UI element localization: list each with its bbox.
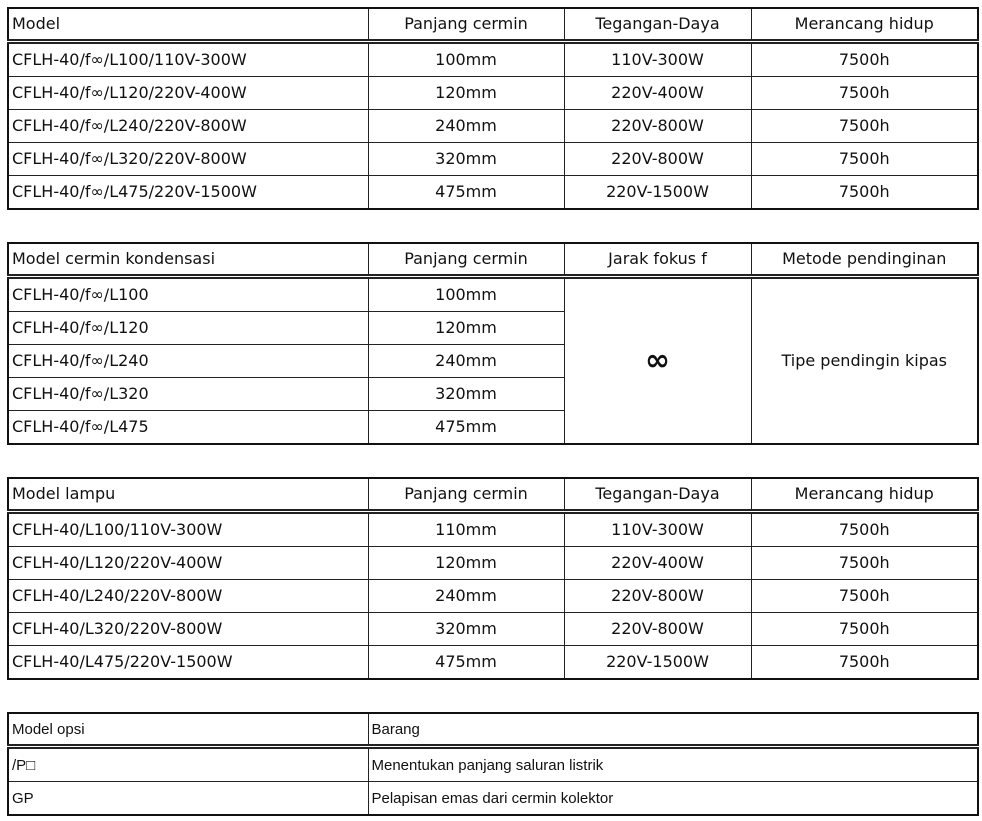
cell-design-life: 7500h xyxy=(751,512,978,547)
cell-mirror-model: CFLH-40/f∞/L100 xyxy=(8,277,368,312)
header-focal-distance: Jarak fokus f xyxy=(564,243,751,277)
table-row xyxy=(8,143,978,176)
table-row xyxy=(8,42,978,77)
cell-voltage-power: 220V-800W xyxy=(564,143,751,176)
cell-mirror-length: 240mm xyxy=(368,580,564,613)
cell-mirror-length: 320mm xyxy=(368,378,564,411)
cell-voltage-power: 220V-400W xyxy=(564,77,751,110)
header-item: Barang xyxy=(368,713,978,747)
cell-voltage-power: 220V-800W xyxy=(564,110,751,143)
option-table xyxy=(7,712,979,816)
header-design-life: Merancang hidup xyxy=(751,8,978,42)
cell-mirror-length: 475mm xyxy=(368,411,564,445)
cell-focal-distance xyxy=(564,277,751,445)
cell-model: CFLH-40/f∞/L100/110V-300W xyxy=(8,42,368,77)
cell-design-life: 7500h xyxy=(751,110,978,143)
header-mirror-model: Model cermin kondensasi xyxy=(8,243,368,277)
table-header-row xyxy=(8,713,978,747)
cell-cooling-method: Tipe pendingin kipas xyxy=(751,277,978,445)
table-row xyxy=(8,747,978,782)
cell-design-life: 7500h xyxy=(751,143,978,176)
cell-mirror-length: 475mm xyxy=(368,646,564,680)
cell-mirror-model: CFLH-40/f∞/L320 xyxy=(8,378,368,411)
cell-mirror-length: 100mm xyxy=(368,42,564,77)
table-row xyxy=(8,613,978,646)
cell-design-life: 7500h xyxy=(751,580,978,613)
cell-lamp-model: CFLH-40/L100/110V-300W xyxy=(8,512,368,547)
cell-mirror-length: 120mm xyxy=(368,312,564,345)
cell-mirror-length: 475mm xyxy=(368,176,564,210)
cell-mirror-length: 240mm xyxy=(368,345,564,378)
model-spec-table xyxy=(7,7,979,210)
header-mirror-length: Panjang cermin xyxy=(368,243,564,277)
cell-mirror-length: 100mm xyxy=(368,277,564,312)
cell-voltage-power: 220V-800W xyxy=(564,613,751,646)
header-model: Model xyxy=(8,8,368,42)
header-voltage-power: Tegangan-Daya xyxy=(564,478,751,512)
cell-option-model: /P□ xyxy=(8,747,368,782)
cell-item: Pelapisan emas dari cermin kolektor xyxy=(368,782,978,816)
header-mirror-length: Panjang cermin xyxy=(368,478,564,512)
table-header-row xyxy=(8,243,978,277)
cell-design-life: 7500h xyxy=(751,547,978,580)
header-option-model: Model opsi xyxy=(8,713,368,747)
cell-voltage-power: 220V-1500W xyxy=(564,176,751,210)
cell-design-life: 7500h xyxy=(751,42,978,77)
infinity-symbol: ∞ xyxy=(645,343,670,378)
cell-model: CFLH-40/f∞/L240/220V-800W xyxy=(8,110,368,143)
table-row xyxy=(8,646,978,680)
table-row xyxy=(8,277,978,312)
cell-model: CFLH-40/f∞/L120/220V-400W xyxy=(8,77,368,110)
cell-lamp-model: CFLH-40/L475/220V-1500W xyxy=(8,646,368,680)
cell-mirror-length: 320mm xyxy=(368,613,564,646)
header-cooling-method: Metode pendinginan xyxy=(751,243,978,277)
table-row xyxy=(8,512,978,547)
cell-option-model: GP xyxy=(8,782,368,816)
table-header-row xyxy=(8,478,978,512)
cell-lamp-model: CFLH-40/L120/220V-400W xyxy=(8,547,368,580)
table-row xyxy=(8,110,978,143)
cell-mirror-model: CFLH-40/f∞/L475 xyxy=(8,411,368,445)
table-header-row xyxy=(8,8,978,42)
lamp-spec-table xyxy=(7,477,979,680)
cell-mirror-length: 120mm xyxy=(368,77,564,110)
header-voltage-power: Tegangan-Daya xyxy=(564,8,751,42)
cell-model: CFLH-40/f∞/L475/220V-1500W xyxy=(8,176,368,210)
cell-lamp-model: CFLH-40/L240/220V-800W xyxy=(8,580,368,613)
cell-voltage-power: 220V-800W xyxy=(564,580,751,613)
header-mirror-length: Panjang cermin xyxy=(368,8,564,42)
cell-design-life: 7500h xyxy=(751,77,978,110)
cell-voltage-power: 110V-300W xyxy=(564,512,751,547)
cell-voltage-power: 110V-300W xyxy=(564,42,751,77)
table-row xyxy=(8,547,978,580)
cell-mirror-model: CFLH-40/f∞/L120 xyxy=(8,312,368,345)
cell-mirror-length: 320mm xyxy=(368,143,564,176)
cell-mirror-model: CFLH-40/f∞/L240 xyxy=(8,345,368,378)
table-row xyxy=(8,580,978,613)
cell-item: Menentukan panjang saluran listrik xyxy=(368,747,978,782)
table-row xyxy=(8,77,978,110)
cell-mirror-length: 120mm xyxy=(368,547,564,580)
table-row xyxy=(8,176,978,210)
table-row xyxy=(8,782,978,816)
cell-voltage-power: 220V-1500W xyxy=(564,646,751,680)
cell-mirror-length: 240mm xyxy=(368,110,564,143)
cell-design-life: 7500h xyxy=(751,176,978,210)
cell-design-life: 7500h xyxy=(751,613,978,646)
cell-voltage-power: 220V-400W xyxy=(564,547,751,580)
cell-mirror-length: 110mm xyxy=(368,512,564,547)
cell-model: CFLH-40/f∞/L320/220V-800W xyxy=(8,143,368,176)
mirror-spec-table xyxy=(7,242,979,445)
header-lamp-model: Model lampu xyxy=(8,478,368,512)
header-design-life: Merancang hidup xyxy=(751,478,978,512)
cell-lamp-model: CFLH-40/L320/220V-800W xyxy=(8,613,368,646)
cell-design-life: 7500h xyxy=(751,646,978,680)
